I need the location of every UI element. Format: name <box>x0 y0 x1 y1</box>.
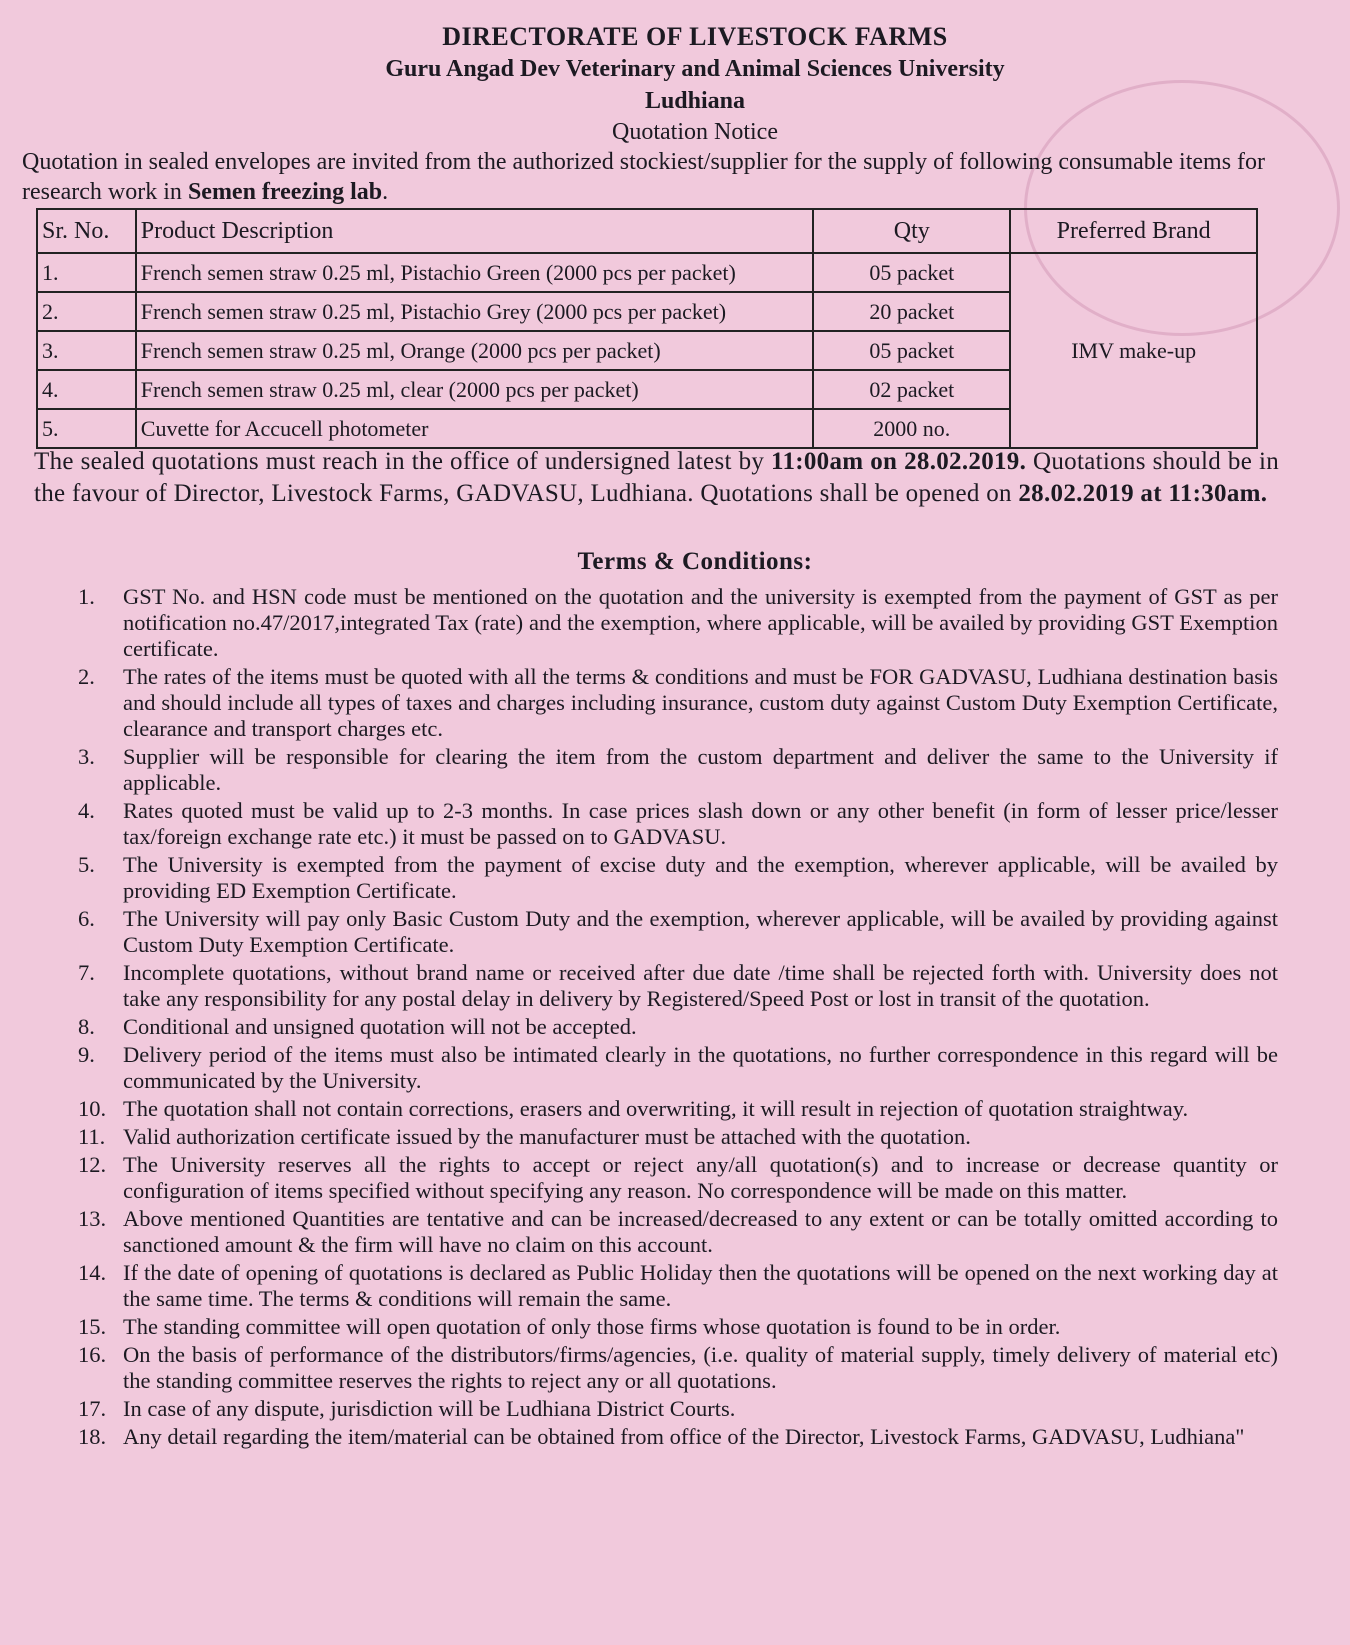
header-qty: Qty <box>813 209 1010 253</box>
term-item <box>78 584 1278 662</box>
submission-paragraph <box>34 446 1279 510</box>
intro-text: Quotation in sealed envelopes are invited from the authorized stockiest/supplier for the supply of following consumable items for research work in <box>22 149 1266 205</box>
term-item <box>78 1260 1278 1312</box>
term-item <box>78 1342 1278 1394</box>
row-qty: 05 packet <box>813 331 1010 370</box>
term-text: The University reserves all the rights to accept or reject any/all quotation(s) and to increase or decrease quantity or configuration of items specified without specifying any reason. No correspondence will be made on this matter. <box>123 1152 1278 1203</box>
header-preferred-brand: Preferred Brand <box>1010 209 1257 253</box>
term-number: 18. <box>78 1424 107 1449</box>
row-sr: 1. <box>37 253 136 292</box>
row-description: Cuvette for Accucell photometer <box>136 409 813 448</box>
term-item <box>78 1424 1278 1450</box>
row-description: French semen straw 0.25 ml, Pistachio Green (2000 pcs per packet) <box>136 253 813 292</box>
term-text: GST No. and HSN code must be mentioned on the quotation and the university is exempted from the payment of GST as per notification no.47/2017,integrated Tax (rate) and the exemption, where applicable, will be availed by providing GST Exemption certificate. <box>123 584 1278 661</box>
intro-end: . <box>382 179 389 205</box>
term-number: 12. <box>78 1152 107 1177</box>
term-text: Incomplete quotations, without brand name or received after due date /time shall be rejected forth with. University does not take any responsibility for any postal delay in delivery by Registered/Speed Post or lost in transit of the quotation. <box>123 960 1278 1011</box>
row-sr: 2. <box>37 292 136 331</box>
term-text: Above mentioned Quantities are tentative and can be increased/decreased to any extent or can be totally omitted according to sanctioned amount & the firm will have no claim on this account. <box>123 1206 1278 1257</box>
term-number: 10. <box>78 1096 107 1121</box>
term-text: Delivery period of the items must also be intimated clearly in the quotations, no further correspondence in this regard will be communicated by the University. <box>123 1042 1278 1093</box>
submission-deadline: 11:00am on 28.02.2019. <box>771 448 1027 475</box>
term-number: 13. <box>78 1206 107 1231</box>
term-number: 15. <box>78 1314 107 1339</box>
table-header-row <box>37 209 1257 253</box>
term-text: Supplier will be responsible for clearing the item from the custom department and deliver the same to the University if applicable. <box>123 744 1278 795</box>
term-number: 7. <box>78 960 95 985</box>
row-sr: 3. <box>37 331 136 370</box>
directorate-title: DIRECTORATE OF LIVESTOCK FARMS <box>442 22 948 51</box>
term-number: 14. <box>78 1260 107 1285</box>
row-description: French semen straw 0.25 ml, clear (2000 pcs per packet) <box>136 370 813 409</box>
term-number: 3. <box>78 744 95 769</box>
row-sr: 5. <box>37 409 136 448</box>
term-text: Rates quoted must be valid up to 2-3 months. In case prices slash down or any other benefit (in form of lesser price/lesser tax/foreign exchange rate etc.) it must be passed on to GADVASU. <box>123 798 1278 849</box>
term-number: 17. <box>78 1396 107 1421</box>
opening-date: 28.02.2019 at 11:30am. <box>1018 480 1268 507</box>
term-text: The University will pay only Basic Custom Duty and the exemption, wherever applicable, will be availed by providing against Custom Duty Exemption Certificate. <box>123 906 1278 957</box>
terms-heading: Terms & Conditions: <box>577 548 813 575</box>
term-text: The quotation shall not contain corrections, erasers and overwriting, it will result in rejection of quotation straightway. <box>123 1096 1189 1121</box>
table-row <box>37 253 1257 292</box>
term-item <box>78 960 1278 1012</box>
notice-title: Quotation Notice <box>612 119 778 145</box>
term-item <box>78 1124 1278 1150</box>
university-name: Guru Angad Dev Veterinary and Animal Sciences University <box>385 56 1005 82</box>
term-item <box>78 744 1278 796</box>
terms-list <box>78 584 1278 1452</box>
term-number: 11. <box>78 1124 106 1149</box>
term-text: On the basis of performance of the distributors/firms/agencies, (i.e. quality of material supply, timely delivery of material etc) the standing committee reserves the rights to reject any or all quotations. <box>123 1342 1278 1393</box>
row-qty: 20 packet <box>813 292 1010 331</box>
term-text: Conditional and unsigned quotation will not be accepted. <box>123 1014 637 1039</box>
term-item <box>78 798 1278 850</box>
term-item <box>78 664 1278 742</box>
term-number: 6. <box>78 906 95 931</box>
term-text: The University is exempted from the payment of excise duty and the exemption, wherever applicable, will be availed by providing ED Exemption Certificate. <box>123 852 1278 903</box>
header-product-description: Product Description <box>136 209 813 253</box>
term-item <box>78 1096 1278 1122</box>
header-sr-no: Sr. No. <box>37 209 136 253</box>
term-number: 4. <box>78 798 95 823</box>
row-description: French semen straw 0.25 ml, Pistachio Grey (2000 pcs per packet) <box>136 292 813 331</box>
term-text: Valid authorization certificate issued by the manufacturer must be attached with the quotation. <box>123 1124 971 1149</box>
city-name: Ludhiana <box>644 88 746 114</box>
term-number: 2. <box>78 664 95 689</box>
term-item <box>78 906 1278 958</box>
term-text: The standing committee will open quotation of only those firms whose quotation is found to be in order. <box>123 1314 1061 1339</box>
term-item <box>78 1314 1278 1340</box>
submission-text-2: Quotations should be in the favour of Director, Livestock Farms, GADVASU, Ludhiana. Quotations shall be opened on <box>34 448 1279 507</box>
intro-paragraph <box>22 147 1342 207</box>
term-text: In case of any dispute, jurisdiction will be Ludhiana District Courts. <box>123 1396 736 1421</box>
row-qty: 05 packet <box>813 253 1010 292</box>
row-qty: 02 packet <box>813 370 1010 409</box>
term-text: The rates of the items must be quoted with all the terms & conditions and must be FOR GADVASU, Ludhiana destination basis and should include all types of taxes and charges including insurance, custom duty against Custom Duty Exemption Certificate, clearance and transport charges etc. <box>123 664 1278 741</box>
term-number: 9. <box>78 1042 95 1067</box>
term-text: If the date of opening of quotations is declared as Public Holiday then the quotations will be opened on the next working day at the same time. The terms & conditions will remain the same. <box>123 1260 1278 1311</box>
term-number: 8. <box>78 1014 95 1039</box>
row-qty: 2000 no. <box>813 409 1010 448</box>
term-item <box>78 1396 1278 1422</box>
row-description: French semen straw 0.25 ml, Orange (2000 pcs per packet) <box>136 331 813 370</box>
row-sr: 4. <box>37 370 136 409</box>
term-item <box>78 1206 1278 1258</box>
items-table <box>36 208 1258 449</box>
term-number: 5. <box>78 852 95 877</box>
submission-text: The sealed quotations must reach in the office of undersigned latest by <box>34 448 772 475</box>
intro-lab-name: Semen freezing lab <box>187 179 383 205</box>
term-number: 1. <box>78 584 95 609</box>
term-item <box>78 852 1278 904</box>
term-item <box>78 1042 1278 1094</box>
term-number: 16. <box>78 1342 107 1367</box>
term-item <box>78 1014 1278 1040</box>
term-item <box>78 1152 1278 1204</box>
term-text: Any detail regarding the item/material can be obtained from office of the Director, Livestock Farms, GADVASU, Ludhiana" <box>123 1424 1245 1449</box>
preferred-brand-cell: IMV make-up <box>1010 253 1257 448</box>
